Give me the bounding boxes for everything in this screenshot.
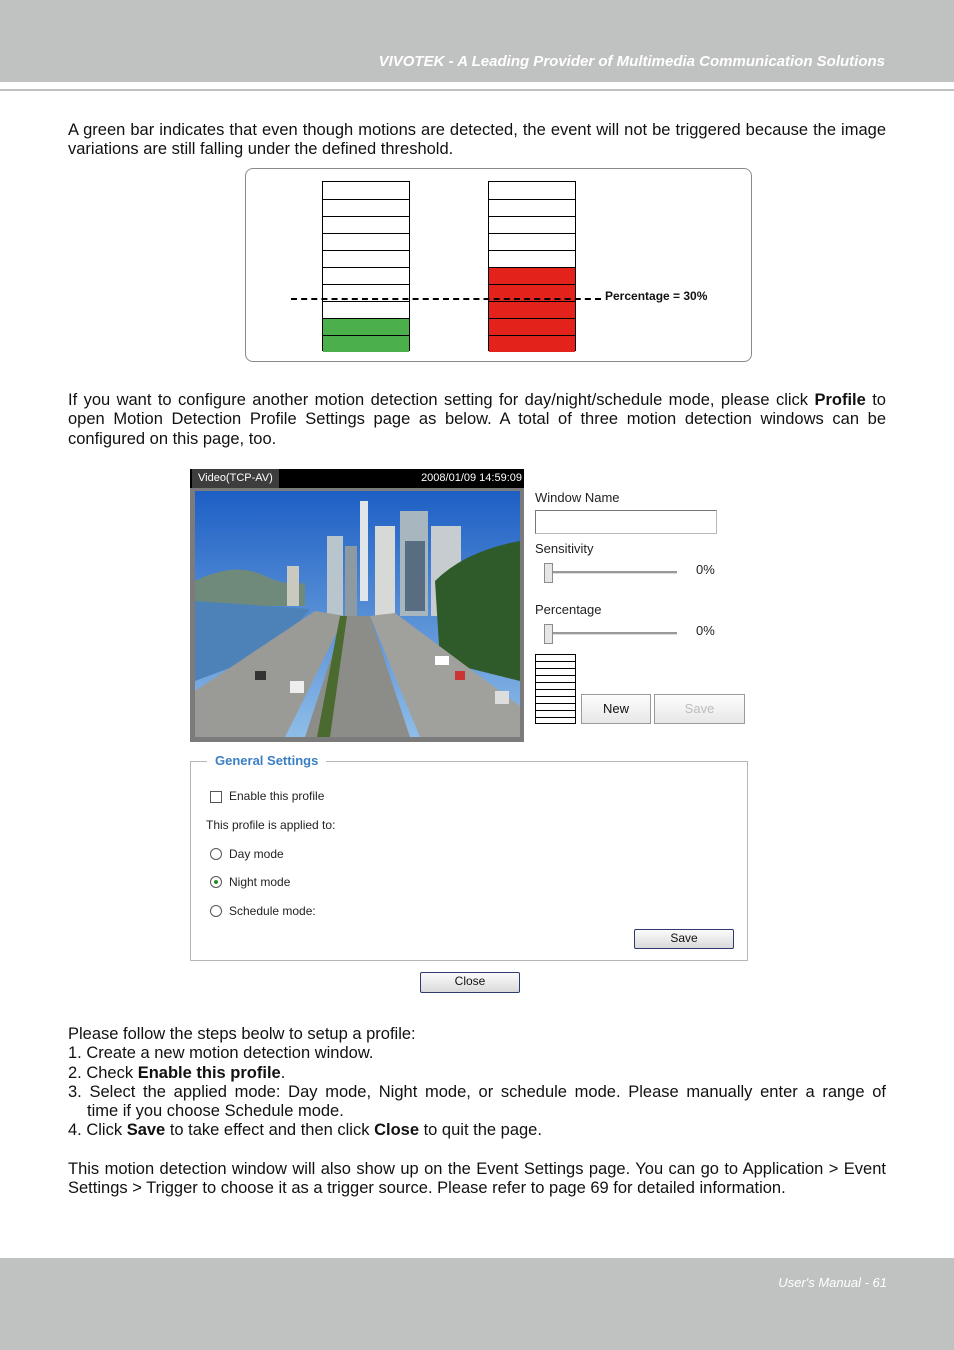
enable-profile-label: Enable this profile xyxy=(229,789,325,803)
percentage-slider-thumb[interactable] xyxy=(544,624,553,644)
page-number: User's Manual - 61 xyxy=(778,1275,887,1290)
sensitivity-slider-thumb[interactable] xyxy=(544,563,553,583)
meter-segment xyxy=(489,233,575,250)
step-4-save-keyword: Save xyxy=(126,1121,166,1139)
meter-segment xyxy=(323,301,409,318)
step-3-continued: time if you choose Schedule mode. xyxy=(87,1102,344,1120)
meter-segment xyxy=(489,216,575,233)
step-2-text: 2. Check xyxy=(68,1064,138,1082)
general-settings-title: General Settings xyxy=(207,753,326,768)
profile-para-text-1: If you want to configure another motion detection setting for day/night/schedule mode, please click xyxy=(68,391,815,409)
step-4-close-keyword: Close xyxy=(374,1121,419,1139)
meter-segment xyxy=(323,335,409,352)
meter-segment xyxy=(323,318,409,335)
profile-save-button[interactable]: Save xyxy=(634,929,734,949)
step-4-text-b: to take effect and then click xyxy=(165,1121,375,1139)
meter-segment xyxy=(489,318,575,335)
live-video-image xyxy=(195,491,520,737)
header-rule xyxy=(0,89,954,91)
meter-segment xyxy=(323,199,409,216)
red-meter xyxy=(488,181,576,351)
step-2 xyxy=(68,1064,886,1083)
profile-para-text-2: to open Motion Detection Profile Settings page as below. A total of three motion detection windows can be configured on this page, too. xyxy=(68,391,886,448)
step-3: 3. Select the applied mode: Day mode, Night mode, or schedule mode. Please manually enter a range of xyxy=(68,1083,886,1101)
meter-segment xyxy=(323,182,409,199)
sensitivity-label: Sensitivity xyxy=(535,541,594,556)
step-4-text-c: to quit the page. xyxy=(419,1121,542,1139)
window-name-input[interactable] xyxy=(535,510,717,534)
step-2-end: . xyxy=(280,1064,286,1082)
meter-segment xyxy=(489,250,575,267)
meter-segment xyxy=(489,182,575,199)
meter-segment xyxy=(489,199,575,216)
threshold-label: Percentage = 30% xyxy=(605,289,708,303)
intro-paragraph: A green bar indicates that even though motions are detected, the event will not be triggered because the image variations are still falling under the defined threshold. xyxy=(68,121,886,159)
percentage-label: Percentage xyxy=(535,602,602,617)
meter-segment xyxy=(489,335,575,352)
day-mode-label: Day mode xyxy=(229,847,284,861)
sensitivity-slider-track[interactable] xyxy=(547,571,677,574)
video-timestamp: 2008/01/09 14:59:09 xyxy=(421,472,522,484)
close-button[interactable]: Close xyxy=(420,972,520,993)
page-footer-band xyxy=(0,1258,954,1350)
save-window-button[interactable]: Save xyxy=(654,694,745,724)
meter-segment xyxy=(323,216,409,233)
sensitivity-value: 0% xyxy=(696,562,715,577)
step-4-text-a: 4. Click xyxy=(68,1121,127,1139)
header-title: VIVOTEK - A Leading Provider of Multimedia Communication Solutions xyxy=(378,53,885,70)
green-meter xyxy=(322,181,410,351)
schedule-mode-label: Schedule mode: xyxy=(229,904,316,918)
percentage-value: 0% xyxy=(696,623,715,638)
profile-paragraph xyxy=(68,391,886,449)
step-2-keyword: Enable this profile xyxy=(137,1064,281,1082)
step-4 xyxy=(68,1121,886,1140)
new-window-button[interactable]: New xyxy=(581,694,651,724)
percentage-slider-track[interactable] xyxy=(547,632,677,635)
threshold-line xyxy=(291,298,601,300)
applied-to-label: This profile is applied to: xyxy=(206,818,336,832)
enable-profile-checkbox[interactable] xyxy=(210,791,222,803)
night-mode-label: Night mode xyxy=(229,875,291,889)
meter-segment xyxy=(489,301,575,318)
meter-segment xyxy=(323,267,409,284)
day-mode-radio[interactable] xyxy=(210,848,222,860)
meter-segment xyxy=(489,267,575,284)
window-name-label: Window Name xyxy=(535,490,620,505)
meter-segment xyxy=(323,250,409,267)
profile-keyword: Profile xyxy=(814,391,866,409)
meter-segment xyxy=(323,233,409,250)
schedule-mode-radio[interactable] xyxy=(210,905,222,917)
steps-intro: Please follow the steps beolw to setup a profile: xyxy=(68,1025,416,1043)
video-title: Video(TCP-AV) xyxy=(192,469,279,488)
step-1: 1. Create a new motion detection window. xyxy=(68,1044,374,1062)
closing-paragraph: This motion detection window will also show up on the Event Settings page. You can go to Application > Event Settings > Trigger to choose it as a trigger source. Please refer to page 69 for detailed information. xyxy=(68,1160,886,1198)
night-mode-radio[interactable] xyxy=(210,876,222,888)
motion-level-meter xyxy=(535,654,576,724)
